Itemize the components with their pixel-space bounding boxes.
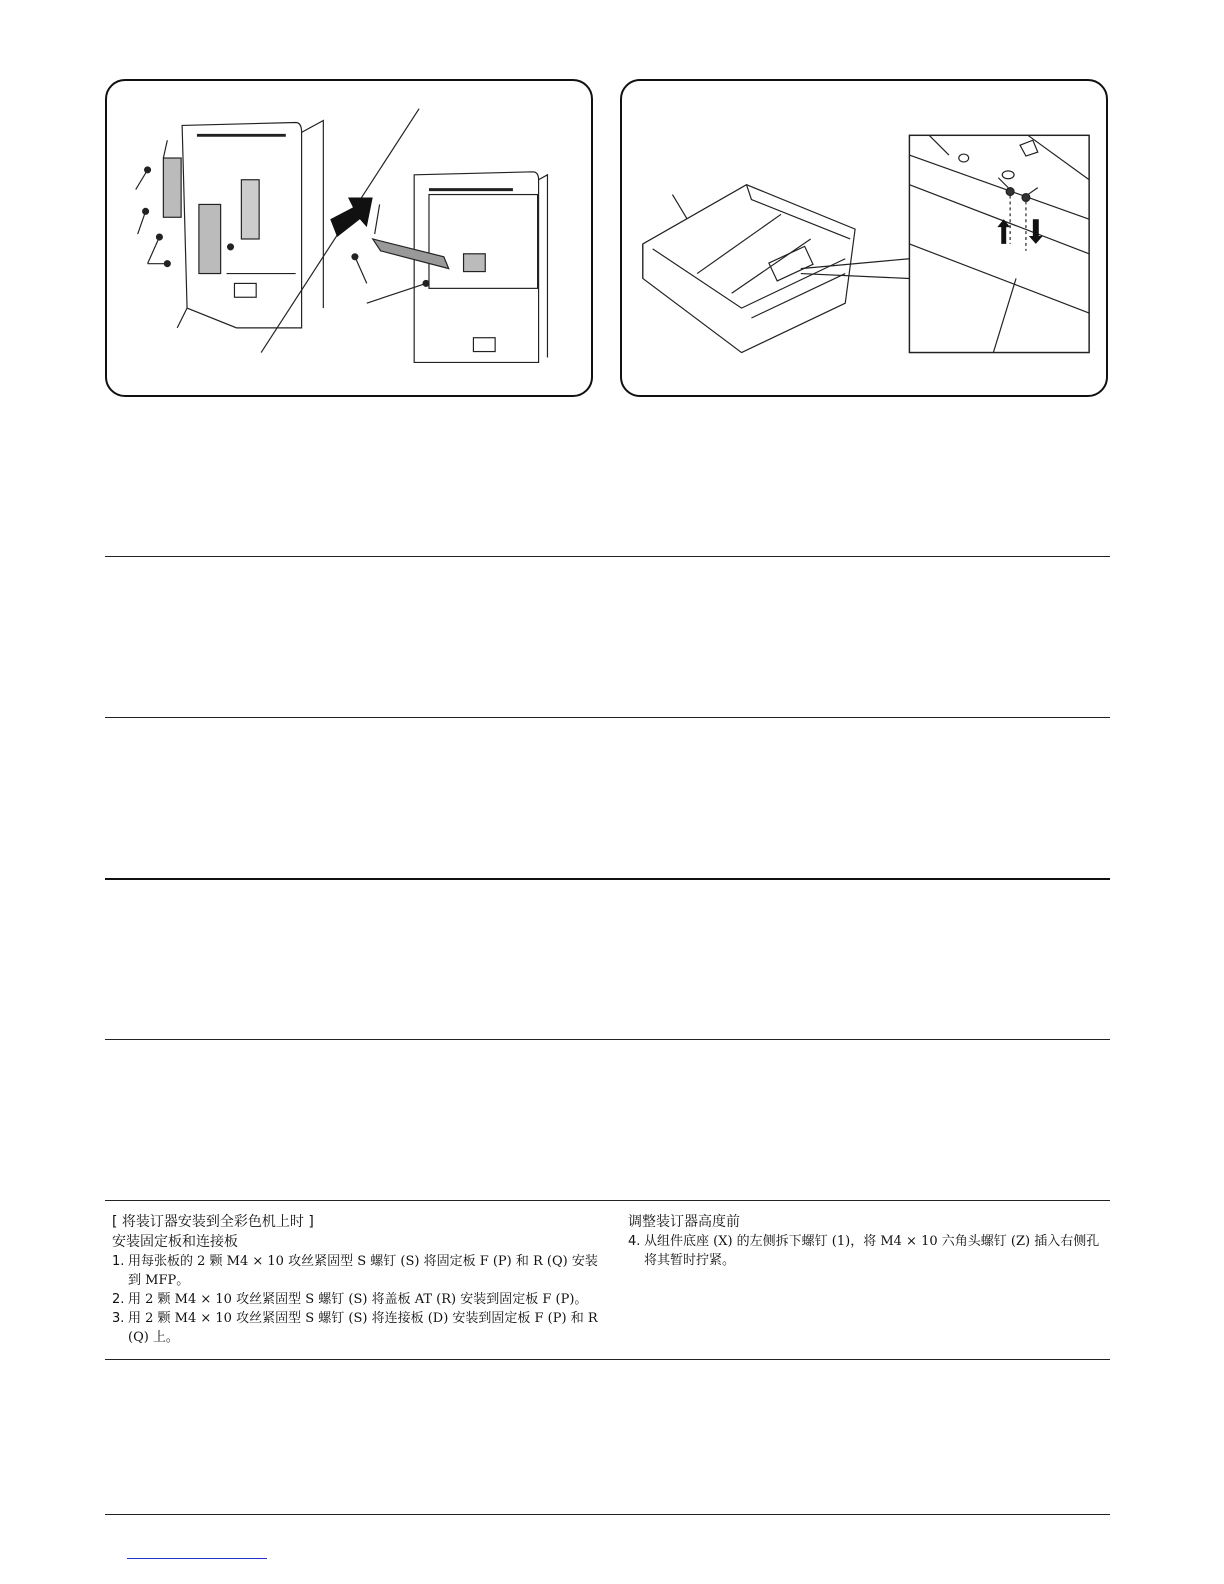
instructions-left xyxy=(112,1212,602,1347)
divider-6 xyxy=(105,1359,1110,1360)
step-item xyxy=(628,1232,1110,1270)
divider-5 xyxy=(105,1200,1110,1201)
section-subtitle-left: 安装固定板和连接板 xyxy=(112,1234,238,1250)
divider-1 xyxy=(105,556,1110,557)
step-text: 从组件底座 (X) 的左侧拆下螺钉 (1)，将 M4 × 10 六角头螺钉 (Z) 插入右侧孔将其暂时拧紧。 xyxy=(644,1234,1100,1268)
step-item xyxy=(112,1309,602,1347)
step-text: 用每张板的 2 颗 M4 × 10 攻丝紧固型 S 螺钉 (S) 将固定板 F (P) 和 R (Q) 安装到 MFP。 xyxy=(128,1254,598,1288)
installation-illustration-icon xyxy=(107,81,591,395)
step-number: 2. xyxy=(112,1292,125,1307)
step-number: 3. xyxy=(112,1311,125,1326)
section-title-right: 调整装订器高度前 xyxy=(628,1214,740,1230)
divider-7 xyxy=(105,1514,1110,1515)
instructions-right xyxy=(628,1212,1110,1270)
divider-2 xyxy=(105,717,1110,718)
step-item xyxy=(112,1252,602,1290)
step-text: 用 2 颗 M4 × 10 攻丝紧固型 S 螺钉 (S) 将盖板 AT (R) 安装到固定板 F (P)。 xyxy=(128,1292,588,1307)
divider-4 xyxy=(105,1039,1110,1040)
figure-panel-right xyxy=(620,79,1108,397)
step-number: 1. xyxy=(112,1254,125,1269)
figure-panel-left xyxy=(105,79,593,397)
footer-link-underline[interactable] xyxy=(127,1558,267,1559)
step-text: 用 2 颗 M4 × 10 攻丝紧固型 S 螺钉 (S) 将连接板 (D) 安装到固定板 F (P) 和 R (Q) 上。 xyxy=(128,1311,598,1345)
step-item xyxy=(112,1290,602,1309)
section-title-left: [ 将装订器安装到全彩色机上时 ] xyxy=(112,1214,314,1230)
base-unit-screw-illustration-icon xyxy=(622,81,1106,395)
step-number: 4. xyxy=(628,1234,641,1249)
divider-3 xyxy=(105,878,1110,880)
